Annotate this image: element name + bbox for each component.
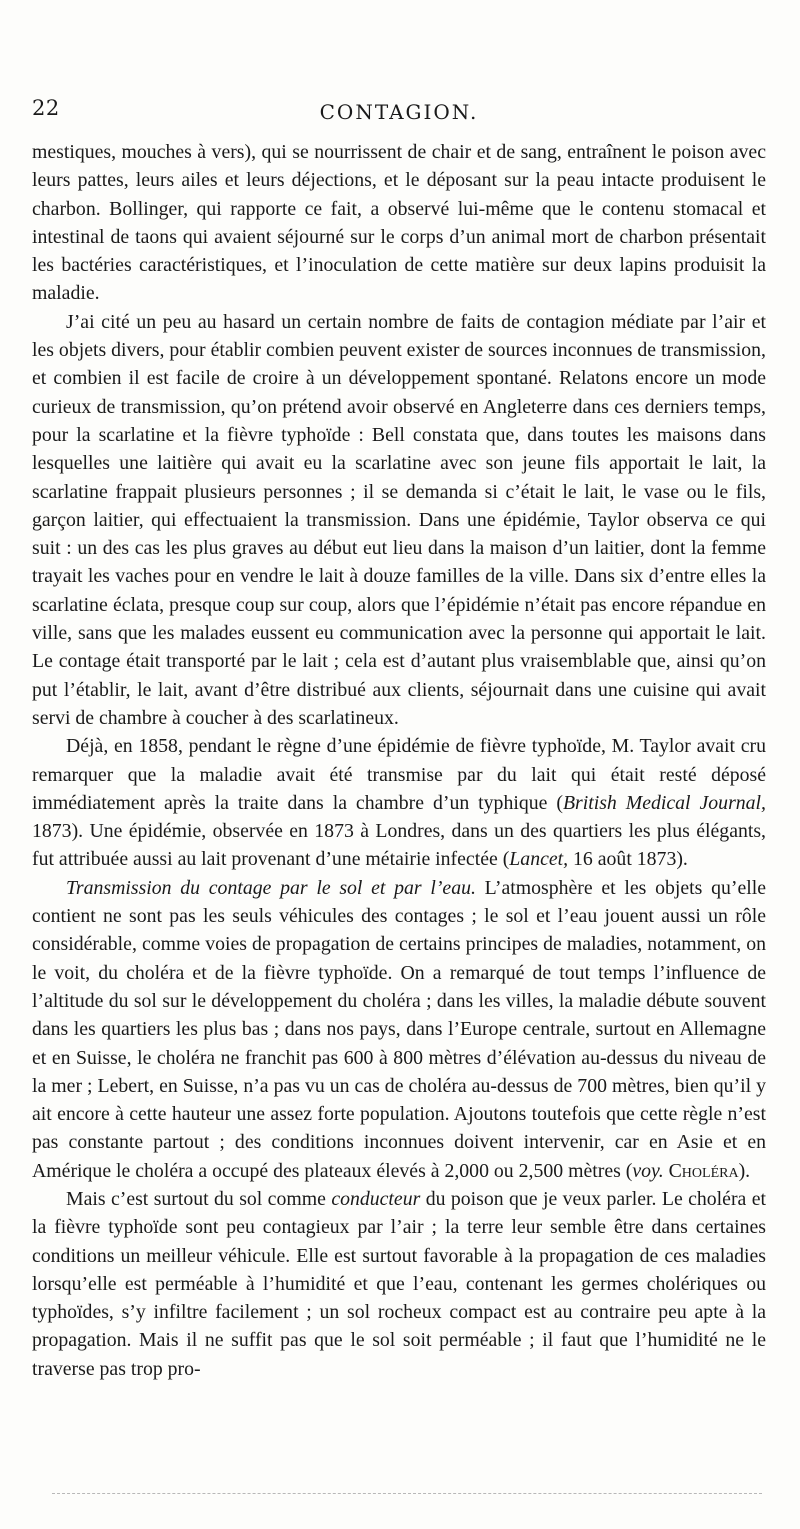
bottom-rule xyxy=(52,1493,762,1494)
text-run: J’ai cité un peu au hasard un certain nombre de faits de contagion médiate par l’air et les objets divers, pour établir combien peuvent exister de sources inconnues de transmission, et combien il est facile de croire à un développement spontané. Relatons encore un mode curieux de transmission, qu’on prétend avoir observé en Angleterre dans ces derniers temps, pour la scarlatine et la fièvre typhoïde : Bell constata que, dans toutes les maisons dans lesquelles une laitière qui avait eu la scarlatine avec son jeune fils apportait le lait, la scarlatine frappait plusieurs personnes ; il se demanda si c’était le lait, le vase ou le fils, garçon laitier, qui effectuaient la transmission. Dans une épidémie, Taylor observa ce qui suit : un des cas les plus graves au début eut lieu dans la maison d’un laitier, dont la femme trayait les vaches pour en vendre le lait à douze familles de la ville. Dans six d’entre elles la scarlatine éclata, presque coup sur coup, alors que l’épidémie n’était pas encore répandue en ville, sans que les malades eussent eu communication avec la personne qui apportait le lait. Le contage était transporté par le lait ; cela est d’autant plus vraisemblable que, ainsi qu’on put l’établir, le lait, avant d’être distribué aux clients, séjournait dans une cuisine qui avait servi de chambre à coucher à des scarlatineux. xyxy=(32,310,766,729)
paragraph-5 xyxy=(32,1185,766,1383)
page-header xyxy=(32,96,766,134)
paragraph-4 xyxy=(32,874,766,1185)
text-run: mestiques, mouches à vers), qui se nourrissent de chair et de sang, entraînent le poison avec leurs pattes, leurs ailes et leurs déjections, et le déposant sur la peau intacte produisent le charbon. Bollinger, qui rapporte ce fait, a observé lui-même que le contenu stomacal et intestinal de taons qui avaient séjourné sur le corps d’un animal mort de charbon présentait les bactéries caractéristiques, et l’inoculation de cette matière sur deux lapins produisit la maladie. xyxy=(32,141,766,305)
book-page xyxy=(32,96,766,1383)
paragraph-2 xyxy=(32,308,766,732)
text-run: 16 août 1873). xyxy=(568,848,688,871)
italic-text: British Medical Journal, xyxy=(562,791,766,814)
italic-text: Transmission du contage par le sol et par l’eau. xyxy=(66,876,476,899)
text-run: L’atmosphère et les objets qu’elle contient ne sont pas les seuls véhicules des contages ; le sol et l’eau jouent aussi un rôle considérable, comme voies de propagation de certains principes de maladies, notamment, on le voit, du choléra et de la fièvre typhoïde. On a remarqué de tout temps l’influence de l’altitude du sol sur le développement du choléra ; dans les villes, la maladie débute souvent dans les quartiers les plus bas ; dans nos pays, dans l’Europe centrale, surtout en Allemagne et en Suisse, le choléra ne franchit pas 600 à 800 mètres d’élévation au-dessus du niveau de la mer ; Lebert, en Suisse, n’a pas vu un cas de choléra au-dessus de 700 mètres, bien qu’il y ait encore à cette hauteur une assez forte population. Ajoutons toutefois que cette règle n’est pas constante partout ; des conditions inconnues doivent intervenir, car en Asie et en Amérique le choléra a occupé des plateaux élevés à 2,000 ou 2,500 mètres ( xyxy=(32,876,766,1182)
text-run: ). xyxy=(738,1159,751,1182)
italic-text: voy. xyxy=(632,1159,664,1182)
page-number: 22 xyxy=(32,96,60,120)
paragraph-3 xyxy=(32,732,766,873)
text-run: Déjà, en 1858, pendant le règne d’une épidémie de fièvre typhoïde, M. Taylor avait cru remarquer que la maladie avait été transmise par du lait qui était resté déposé immédiatement après la traite dans la chambre d’un typhique ( xyxy=(32,735,766,814)
text-run: Mais c’est surtout du sol comme xyxy=(66,1187,332,1210)
italic-text: Lancet, xyxy=(509,848,569,871)
body-text xyxy=(32,138,766,1383)
italic-text: conducteur xyxy=(331,1187,421,1210)
text-run: du poison que je veux parler. Le choléra et la fièvre typhoïde sont peu contagieux par l’air ; la terre leur semble être dans certaines conditions un meilleur véhicule. Elle est surtout favorable à la propagation de ces maladies lorsqu’elle est perméable à l’humidité et que l’eau, contenant les germes cholériques ou typhoïdes, s’y infiltre facilement ; un sol rocheux compact est au contraire peu apte à la propagation. Mais il ne suffit pas que le sol soit perméable ; il faut que l’humidité ne le traverse pas trop pro- xyxy=(32,1187,766,1380)
text-run: 1873). Une épidémie, observée en 1873 à Londres, dans un des quartiers les plus élégants, fut attribuée aussi au lait provenant d’une métairie infectée ( xyxy=(32,820,766,871)
running-title: CONTAGION. xyxy=(319,100,479,124)
small-caps-text: Choléra xyxy=(668,1159,739,1182)
paragraph-1 xyxy=(32,138,766,308)
